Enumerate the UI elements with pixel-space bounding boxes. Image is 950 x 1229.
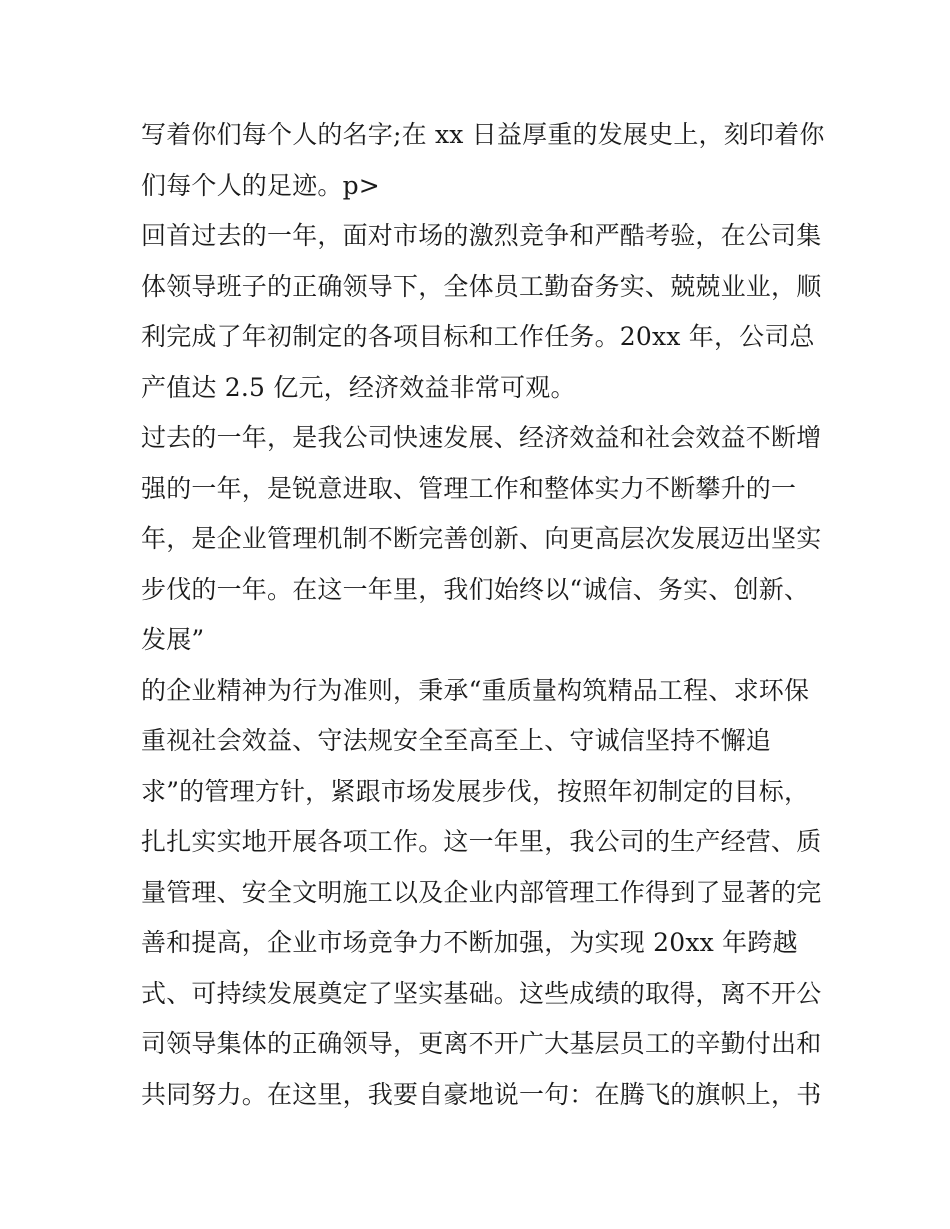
text-line: 求”的管理方针，紧跟市场发展步伐，按照年初制定的目标， (141, 776, 810, 806)
text-line: 发展” (141, 625, 205, 654)
text-line: 司领导集体的正确领导，更离不开广大基层员工的辛勤付出和 (141, 1029, 822, 1058)
text-line: 量管理、安全文明施工以及企业内部管理工作得到了显著的完 (141, 877, 822, 907)
text-line: 共同努力。在这里，我要自豪地说一句：在腾飞的旗帜上，书 (141, 1079, 822, 1109)
text-line: 写着你们每个人的名字;在 xx 日益厚重的发展史上，刻印着你 (141, 120, 825, 149)
text-line: 过去的一年，是我公司快速发展、经济效益和社会效益不断增 (141, 423, 822, 452)
text-line: 们每个人的足迹。p> (141, 170, 380, 200)
text-line: 利完成了年初制定的各项目标和工作任务。20xx 年，公司总 (141, 322, 815, 351)
text-line: 体领导班子的正确领导下，全体员工勤奋务实、兢兢业业，顺 (141, 271, 822, 301)
text-line: 步伐的一年。在这一年里，我们始终以“诚信、务实、创新、 (141, 574, 810, 604)
text-line: 扎扎实实地开展各项工作。这一年里，我公司的生产经营、质 (141, 827, 822, 856)
text-line: 强的一年，是锐意进取、管理工作和整体实力不断攀升的一 (141, 473, 797, 503)
body-text (141, 110, 825, 1120)
text-line: 年，是企业管理机制不断完善创新、向更高层次发展迈出坚实 (141, 524, 822, 553)
text-line: 重视社会效益、守法规安全至高至上、守诚信坚持不懈追 (141, 726, 772, 755)
text-line: 式、可持续发展奠定了坚实基础。这些成绩的取得，离不开公 (141, 978, 822, 1008)
text-line: 善和提高，企业市场竞争力不断加强，为实现 20xx 年跨越 (141, 928, 798, 957)
text-line: 的企业精神为行为准则，秉承“重质量构筑精品工程、求环保 (141, 675, 810, 705)
text-line: 产值达 2.5 亿元，经济效益非常可观。 (141, 372, 576, 402)
text-line: 回首过去的一年，面对市场的激烈竞争和严酷考验，在公司集 (141, 221, 822, 250)
